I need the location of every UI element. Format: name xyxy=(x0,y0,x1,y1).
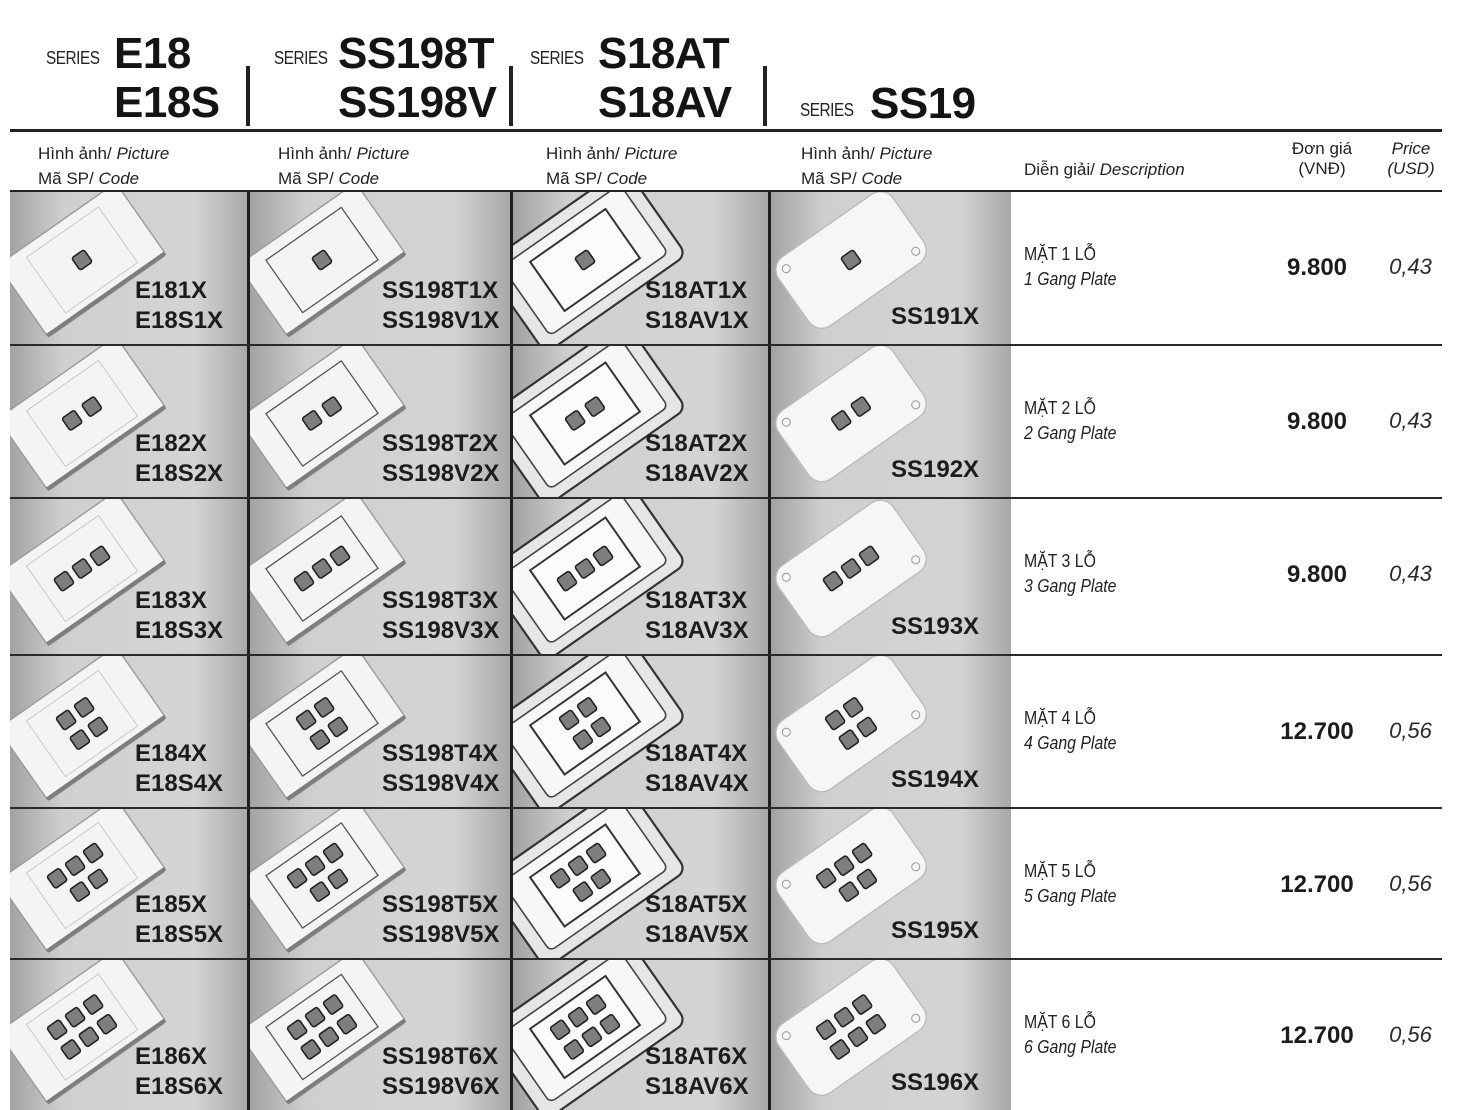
code-label-en: Code xyxy=(98,169,140,188)
price-usd: 0,43 xyxy=(1389,408,1432,433)
product-code-line1: E184X xyxy=(135,740,208,767)
product-cell xyxy=(250,960,510,1110)
series-label: SERIES xyxy=(46,48,100,68)
price-vnd: 12.700 xyxy=(1280,718,1354,745)
header-usd xyxy=(1380,139,1442,179)
price-usd: 0,43 xyxy=(1389,254,1432,279)
product-code: SS196X xyxy=(891,1069,980,1096)
product-cell xyxy=(513,960,768,1110)
header-vnd xyxy=(1272,139,1372,179)
description-en: 5 Gang Plate xyxy=(1024,886,1117,906)
product-code: SS192X xyxy=(891,456,980,483)
picture-label-en: Picture xyxy=(624,144,678,163)
picture-label: Hình ảnh/ xyxy=(546,144,620,163)
product-cell xyxy=(10,960,247,1110)
product-cell xyxy=(771,960,1011,1110)
series-name-line1: SS198T xyxy=(338,29,494,78)
column-divider xyxy=(768,499,771,654)
product-code-line1: S18AT5X xyxy=(645,891,748,918)
product-cell xyxy=(10,809,247,958)
product-code xyxy=(382,429,499,489)
product-code-line1: E182X xyxy=(135,430,208,457)
product-description xyxy=(1024,396,1129,446)
picture-label-en: Picture xyxy=(356,144,410,163)
product-code-line1: E185X xyxy=(135,891,208,918)
product-code: SS193X xyxy=(891,613,980,640)
product-code-line2: SS198V3X xyxy=(382,617,500,644)
product-code-line1: S18AT4X xyxy=(645,740,748,767)
product-code-line2: E18S4X xyxy=(135,770,224,797)
product-code-line2: SS198V1X xyxy=(382,307,500,334)
unit-price-label: Đơn giá xyxy=(1291,139,1353,158)
product-code-line1: S18AT1X xyxy=(645,277,748,304)
product-cell xyxy=(250,809,510,958)
product-code xyxy=(645,890,749,950)
column-divider xyxy=(768,960,771,1110)
product-cell xyxy=(250,192,510,344)
picture-label-en: Picture xyxy=(116,144,170,163)
price-label: Price xyxy=(1391,139,1431,158)
series-label: SERIES xyxy=(530,48,584,68)
description-label-en: Description xyxy=(1099,160,1185,179)
series-divider xyxy=(763,66,767,126)
product-code-line2: S18AV1X xyxy=(645,307,749,334)
product-cell xyxy=(771,346,1011,497)
column-divider xyxy=(510,656,513,807)
product-code-line1: SS198T5X xyxy=(382,891,499,918)
header-col3 xyxy=(546,141,677,191)
series-ss198 xyxy=(274,30,504,130)
price-usd: 0,56 xyxy=(1389,1022,1432,1047)
product-cell xyxy=(513,499,768,654)
product-code-line2: SS198V2X xyxy=(382,460,500,487)
product-code-line1: E183X xyxy=(135,587,208,614)
product-code-line1: SS198T2X xyxy=(382,430,499,457)
column-divider xyxy=(510,809,513,958)
product-cell xyxy=(771,192,1011,344)
series-name-line2: S18AV xyxy=(598,78,732,127)
column-divider xyxy=(768,656,771,807)
product-description xyxy=(1024,859,1129,909)
product-code xyxy=(645,586,749,646)
series-label: SERIES xyxy=(274,48,328,68)
product-cell xyxy=(513,192,768,344)
price-vnd: 12.700 xyxy=(1280,1022,1354,1049)
header-col4 xyxy=(801,141,932,191)
picture-label: Hình ảnh/ xyxy=(38,144,112,163)
column-divider xyxy=(247,346,250,497)
product-code xyxy=(645,429,749,489)
product-code-line1: SS198T3X xyxy=(382,587,499,614)
price-vnd: 9.800 xyxy=(1286,561,1348,588)
description-vi: MẶT 4 LỖ xyxy=(1024,708,1096,728)
code-label: Mã SP/ xyxy=(278,169,334,188)
column-divider xyxy=(247,499,250,654)
product-code-line2: E18S5X xyxy=(135,921,224,948)
picture-label-en: Picture xyxy=(879,144,933,163)
product-cell xyxy=(771,809,1011,958)
series-name-line1: SS19 xyxy=(870,79,976,128)
series-ss19 xyxy=(800,30,1000,130)
product-cell xyxy=(513,656,768,807)
product-code-line2: E18S6X xyxy=(135,1073,224,1100)
product-code xyxy=(382,890,499,950)
product-code-line1: S18AT3X xyxy=(645,587,748,614)
description-en: 2 Gang Plate xyxy=(1024,423,1117,443)
product-cell xyxy=(771,499,1011,654)
series-name-line1: S18AT xyxy=(598,29,730,78)
product-code-line1: SS198T4X xyxy=(382,740,499,767)
product-description xyxy=(1024,242,1129,292)
price-currency: (USD) xyxy=(1387,159,1435,178)
price-vnd: 9.800 xyxy=(1286,254,1348,281)
product-code: SS194X xyxy=(891,766,980,793)
product-code: SS195X xyxy=(891,917,980,944)
product-cell xyxy=(250,346,510,497)
code-label: Mã SP/ xyxy=(546,169,602,188)
product-cell xyxy=(10,192,247,344)
column-divider xyxy=(510,499,513,654)
product-code-line1: E181X xyxy=(135,277,208,304)
product-code xyxy=(382,276,499,336)
description-vi: MẶT 5 LỖ xyxy=(1024,861,1096,881)
product-code-line1: S18AT6X xyxy=(645,1043,748,1070)
picture-label: Hình ảnh/ xyxy=(801,144,875,163)
product-code-line2: E18S1X xyxy=(135,307,224,334)
price-vnd: 12.700 xyxy=(1280,871,1354,898)
price-usd: 0,56 xyxy=(1389,718,1432,743)
product-cell xyxy=(250,656,510,807)
product-code-line1: S18AT2X xyxy=(645,430,748,457)
product-code-line2: S18AV2X xyxy=(645,460,749,487)
series-label: SERIES xyxy=(800,100,854,120)
description-en: 6 Gang Plate xyxy=(1024,1037,1117,1057)
picture-label: Hình ảnh/ xyxy=(278,144,352,163)
product-cell xyxy=(10,656,247,807)
product-code-line2: S18AV3X xyxy=(645,617,749,644)
code-label: Mã SP/ xyxy=(801,169,857,188)
product-code xyxy=(645,1042,749,1102)
series-name-line1: E18 xyxy=(114,29,191,78)
product-code-line2: S18AV6X xyxy=(645,1073,749,1100)
product-code xyxy=(382,739,499,799)
price-usd: 0,43 xyxy=(1389,561,1432,586)
product-code xyxy=(135,890,223,950)
code-label: Mã SP/ xyxy=(38,169,94,188)
series-divider xyxy=(509,66,513,126)
header-description xyxy=(1024,157,1185,182)
price-usd: 0,56 xyxy=(1389,871,1432,896)
column-divider xyxy=(510,346,513,497)
code-label-en: Code xyxy=(861,169,903,188)
product-code xyxy=(382,1042,499,1102)
product-code-line2: S18AV5X xyxy=(645,921,749,948)
series-divider xyxy=(246,66,250,126)
product-cell xyxy=(771,656,1011,807)
header-col2 xyxy=(278,141,409,191)
product-code xyxy=(135,429,223,489)
product-description xyxy=(1024,706,1129,756)
series-name-line2: E18S xyxy=(114,78,220,127)
description-vi: MẶT 1 LỖ xyxy=(1024,244,1096,264)
product-code-line2: E18S2X xyxy=(135,460,224,487)
product-cell xyxy=(10,499,247,654)
product-code xyxy=(135,1042,223,1102)
product-cell xyxy=(513,346,768,497)
product-code-line1: SS198T1X xyxy=(382,277,499,304)
product-code-line2: SS198V6X xyxy=(382,1073,500,1100)
column-divider xyxy=(247,192,250,344)
product-description xyxy=(1024,1010,1129,1060)
series-e18 xyxy=(46,30,246,130)
header-top-rule xyxy=(10,129,1442,132)
product-code-line1: SS198T6X xyxy=(382,1043,499,1070)
description-en: 1 Gang Plate xyxy=(1024,269,1117,289)
product-cell xyxy=(250,499,510,654)
column-divider xyxy=(768,809,771,958)
series-s18a xyxy=(530,30,760,130)
description-vi: MẶT 6 LỖ xyxy=(1024,1012,1096,1032)
description-vi: MẶT 2 LỖ xyxy=(1024,398,1096,418)
column-divider xyxy=(247,656,250,807)
product-code xyxy=(645,276,749,336)
product-code xyxy=(645,739,749,799)
code-label-en: Code xyxy=(338,169,380,188)
column-divider xyxy=(510,192,513,344)
product-code xyxy=(382,586,499,646)
column-divider xyxy=(247,809,250,958)
header-col1 xyxy=(38,141,169,191)
description-vi: MẶT 3 LỖ xyxy=(1024,551,1096,571)
product-code xyxy=(135,586,223,646)
product-cell xyxy=(513,809,768,958)
product-cell xyxy=(10,346,247,497)
description-en: 4 Gang Plate xyxy=(1024,733,1117,753)
description-en: 3 Gang Plate xyxy=(1024,576,1117,596)
column-divider xyxy=(247,960,250,1110)
column-divider xyxy=(768,192,771,344)
product-code-line1: E186X xyxy=(135,1043,208,1070)
series-name-line2: SS198V xyxy=(338,78,497,127)
product-code-line2: S18AV4X xyxy=(645,770,749,797)
price-vnd: 9.800 xyxy=(1286,408,1348,435)
description-label: Diễn giải/ xyxy=(1024,160,1095,179)
product-code xyxy=(135,276,223,336)
unit-price-currency: (VNĐ) xyxy=(1298,159,1346,178)
product-description xyxy=(1024,549,1129,599)
product-code-line2: SS198V5X xyxy=(382,921,500,948)
product-code: SS191X xyxy=(891,303,980,330)
column-divider xyxy=(510,960,513,1110)
product-code-line2: SS198V4X xyxy=(382,770,500,797)
product-code xyxy=(135,739,223,799)
column-divider xyxy=(768,346,771,497)
code-label-en: Code xyxy=(606,169,648,188)
product-code-line2: E18S3X xyxy=(135,617,224,644)
